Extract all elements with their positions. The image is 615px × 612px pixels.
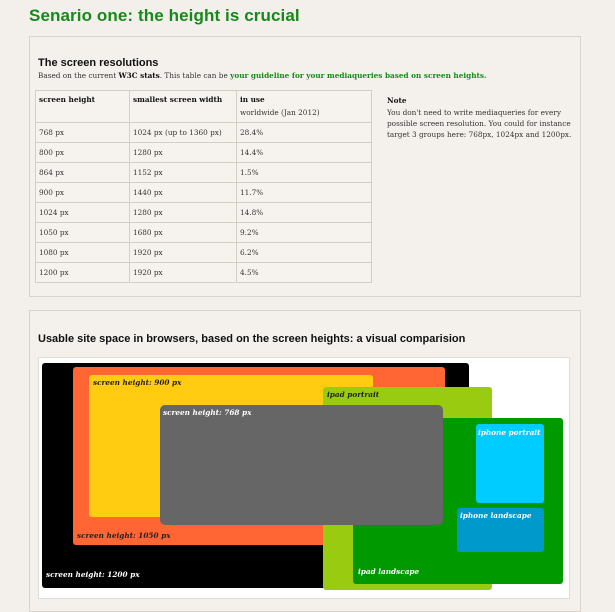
table-cell: 1920 px [130, 263, 237, 283]
in-use-subheader: worldwide (Jan 2012) [240, 108, 320, 117]
w3c-stats-text: W3C stats [118, 71, 160, 80]
table-cell: 900 px [36, 183, 130, 203]
column-header-label: smallest screen width [133, 95, 223, 104]
table-cell: 9.2% [237, 223, 372, 243]
table-header-row [36, 91, 372, 123]
table-cell: 1200 px [36, 263, 130, 283]
table-cell: 1280 px [130, 203, 237, 223]
table-cell: 1080 px [36, 243, 130, 263]
column-header-smallest-width [130, 91, 237, 123]
table-cell: 4.5% [237, 263, 372, 283]
screen-height-1050-label: screen height: 1050 px [77, 531, 171, 540]
table-row [36, 263, 372, 283]
intro-text-start: Based on the current [38, 71, 119, 80]
visual-comparison-heading: Usable site space in browsers, based on the screen heights: a visual comparision [38, 333, 466, 345]
table-row [36, 243, 372, 263]
table-cell: 864 px [36, 163, 130, 183]
visual-comparison-canvas [38, 357, 570, 599]
table-cell: 1920 px [130, 243, 237, 263]
table-cell: 6.2% [237, 243, 372, 263]
table-cell: 1680 px [130, 223, 237, 243]
iphone-landscape-box [457, 508, 544, 552]
resolutions-intro [38, 71, 487, 80]
table-cell: 1050 px [36, 223, 130, 243]
table-cell: 14.4% [237, 143, 372, 163]
screen-height-768-box [160, 405, 443, 525]
table-cell: 1024 px [36, 203, 130, 223]
table-cell: 1.5% [237, 163, 372, 183]
table-row [36, 223, 372, 243]
screen-height-900-label: screen height: 900 px [93, 378, 182, 387]
resolutions-table-body [36, 123, 372, 283]
table-cell: 1152 px [130, 163, 237, 183]
table-cell: 768 px [36, 123, 130, 143]
table-row [36, 203, 372, 223]
note-heading: Note [387, 96, 407, 105]
screen-height-1200-label: screen height: 1200 px [46, 570, 140, 579]
iphone-portrait-label: iphone portrait [478, 428, 541, 437]
page-title: Senario one: the height is crucial [29, 6, 300, 25]
table-row [36, 123, 372, 143]
resolutions-heading: The screen resolutions [38, 57, 159, 69]
table-row [36, 183, 372, 203]
guideline-link[interactable]: your guideline for your mediaqueries based on screen heights. [230, 71, 487, 80]
table-cell: 1280 px [130, 143, 237, 163]
resolutions-table [35, 90, 372, 283]
table-cell: 28.4% [237, 123, 372, 143]
note-text: You don't need to write mediaqueries for every possible screen resolution. You could for instance target 3 groups here: 768px, 1024px and 1200px. [387, 108, 572, 139]
visual-comparison-panel [29, 310, 581, 612]
ipad-portrait-label: ipad portrait [327, 390, 380, 399]
note-box [387, 95, 577, 140]
table-cell: 14.8% [237, 203, 372, 223]
column-header-label: in use [240, 95, 265, 104]
table-row [36, 163, 372, 183]
table-row [36, 143, 372, 163]
iphone-portrait-box [476, 424, 544, 503]
table-cell: 1440 px [130, 183, 237, 203]
screen-height-768-label: screen height: 768 px [163, 408, 252, 417]
column-header-label: screen height [39, 95, 96, 104]
table-cell: 11.7% [237, 183, 372, 203]
iphone-landscape-label: iphone landscape [460, 511, 532, 520]
column-header-screen-height [36, 91, 130, 123]
resolutions-panel [29, 36, 581, 297]
column-header-in-use [237, 91, 372, 123]
intro-text-middle: . This table can be [159, 71, 231, 80]
table-cell: 1024 px (up to 1360 px) [130, 123, 237, 143]
ipad-landscape-label: ipad landscape [358, 567, 420, 576]
table-cell: 800 px [36, 143, 130, 163]
